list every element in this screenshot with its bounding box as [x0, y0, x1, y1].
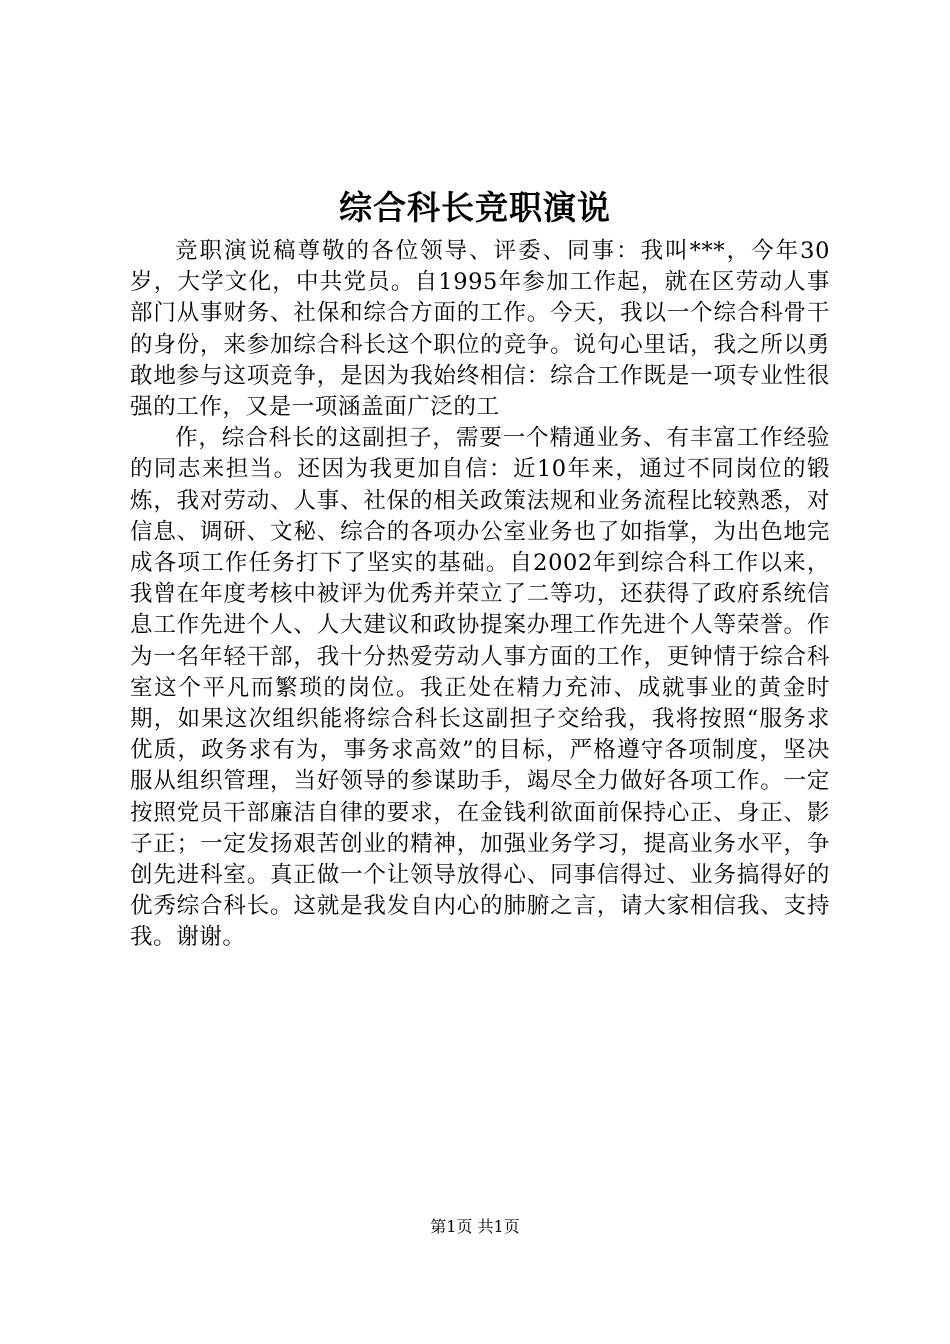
body-paragraph-1: 竞职演说稿尊敬的各位领导、评委、同事：我叫***，今年30岁，大学文化，中共党员。自1995年参加工作起，就在区劳动人事部门从事财务、社保和综合方面的工作。今天，我以一个综合科骨干的身份，来参加综合科长这个职位的竞争。说句心里话，我之所以勇敢地参与这项竞争，是因为我始终相信：综合工作既是一项专业性很强的工作，又是一项涵盖面广泛的工	[130, 238, 830, 421]
body-paragraph-2: 作，综合科长的这副担子，需要一个精通业务、有丰富工作经验的同志来担当。还因为我更加自信：近10年来，通过不同岗位的锻炼，我对劳动、人事、社保的相关政策法规和业务流程比较熟悉，对信息、调研、文秘、综合的各项办公室业务也了如指掌，为出色地完成各项工作任务打下了坚实的基础。自2002年到综合科工作以来，我曾在年度考核中被评为优秀并荣立了二等功，还获得了政府系统信息工作先进个人、人大建议和政协提案办理工作先进个人等荣誉。作为一名年轻干部，我十分热爱劳动人事方面的工作，更钟情于综合科室这个平凡而繁琐的岗位。我正处在精力充沛、成就事业的黄金时期，如果这次组织能将综合科长这副担子交给我，我将按照“服务求优质，政务求有为，事务求高效”的目标，严格遵守各项制度，坚决服从组织管理，当好领导的参谋助手，竭尽全力做好各项工作。一定按照党员干部廉洁自律的要求，在金钱利欲面前保持心正、身正、影子正；一定发扬艰苦创业的精神，加强业务学习，提高业务水平，争创先进科室。真正做一个让领导放得心、同事信得过、业务搞得好的优秀综合科长。这就是我发自内心的肺腑之言，请大家相信我、支持我。谢谢。	[130, 425, 830, 951]
page-footer: 第1页 共1页	[430, 1217, 520, 1236]
document-title: 综合科长竞职演说	[339, 188, 611, 227]
document-body	[130, 236, 830, 954]
